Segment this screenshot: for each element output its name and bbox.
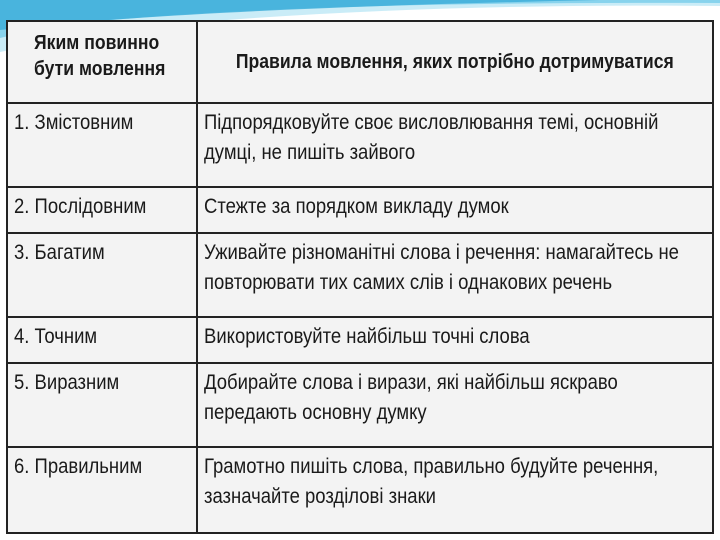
- table-row: [7, 447, 713, 533]
- header-col1-line1: Яким повинно: [34, 32, 160, 54]
- header-speech-rules: Правила мовлення, яких потрібно дотримуватися: [197, 21, 713, 103]
- cell-quality: 5. Виразним: [7, 363, 197, 447]
- table-header-row: [7, 21, 713, 103]
- cell-rule: Добирайте слова і вирази, які найбільш яскраво передають основну думку: [197, 363, 713, 447]
- table-row: [7, 233, 713, 317]
- cell-rule: Уживайте різноманітні слова і речення: намагайтесь не повторювати тих самих слів і однакових речень: [197, 233, 713, 317]
- speech-rules-table-container: [6, 20, 714, 534]
- cell-quality: 4. Точним: [7, 317, 197, 363]
- header-col1-line2: бути мовлення: [34, 58, 166, 80]
- cell-quality: 6. Правильним: [7, 447, 197, 533]
- table-row: [7, 103, 713, 187]
- speech-rules-table: [6, 20, 714, 534]
- table-row: [7, 317, 713, 363]
- cell-rule: Стежте за порядком викладу думок: [197, 187, 713, 233]
- table-row: [7, 363, 713, 447]
- cell-rule: Використовуйте найбільш точні слова: [197, 317, 713, 363]
- cell-quality: 3. Багатим: [7, 233, 197, 317]
- cell-quality: 2. Послідовним: [7, 187, 197, 233]
- table-row: [7, 187, 713, 233]
- cell-rule: Грамотно пишіть слова, правильно будуйте речення, зазначайте розділові знаки: [197, 447, 713, 533]
- header-speech-quality: [7, 21, 197, 103]
- cell-rule: Підпорядковуйте своє висловлювання темі, основній думці, не пишіть зайвого: [197, 103, 713, 187]
- cell-quality: 1. Змістовним: [7, 103, 197, 187]
